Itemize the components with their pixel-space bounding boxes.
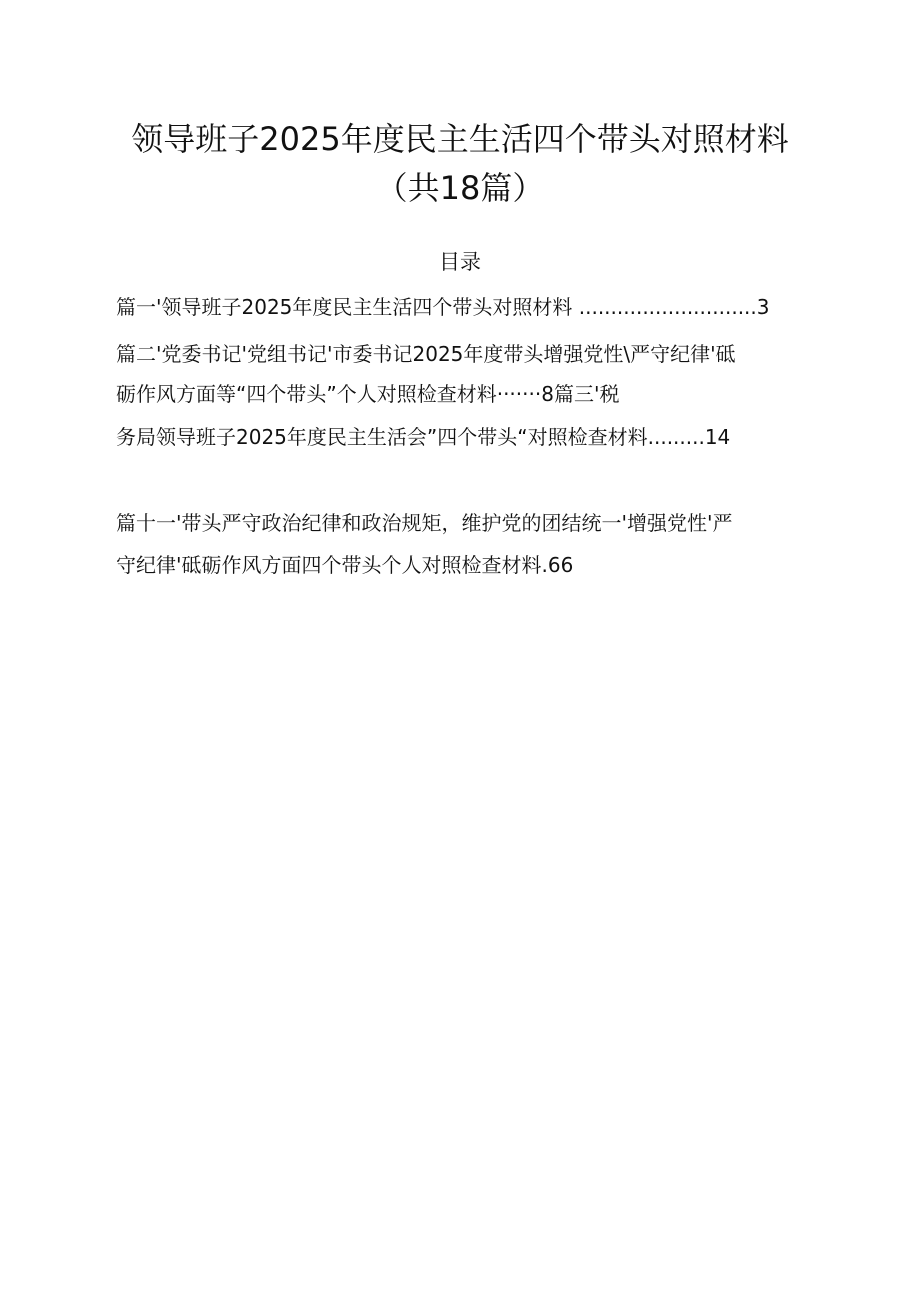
toc-heading: 目录 [439, 250, 481, 274]
toc-entry-11[interactable]: 篇十一'带头严守政治纪律和政治规矩，维护党的团结统一'增强党性'严 [116, 511, 733, 535]
document-title: 领导班子2025年度民主生活四个带头对照材料 [131, 120, 789, 158]
toc-entry-2[interactable]: 篇二'党委书记'党组书记'市委书记2025年度带头增强党性\严守纪律'砥 [116, 342, 736, 366]
toc-entry-1[interactable]: 篇一'领导班子2025年度民主生活四个带头对照材料 ............................3 [116, 295, 770, 319]
toc-entry-3-continued[interactable]: 务局领导班子2025年度民主生活会”四个带头“对照检查材料.........14 [116, 425, 731, 449]
toc-entry-2-continued[interactable]: 砺作风方面等“四个带头”个人对照检查材料·······8篇三'税 [116, 382, 620, 406]
toc-entry-11-continued[interactable]: 守纪律'砥砺作风方面四个带头个人对照检查材料.66 [116, 553, 574, 577]
document-subtitle-count: （共18篇） [375, 169, 545, 207]
